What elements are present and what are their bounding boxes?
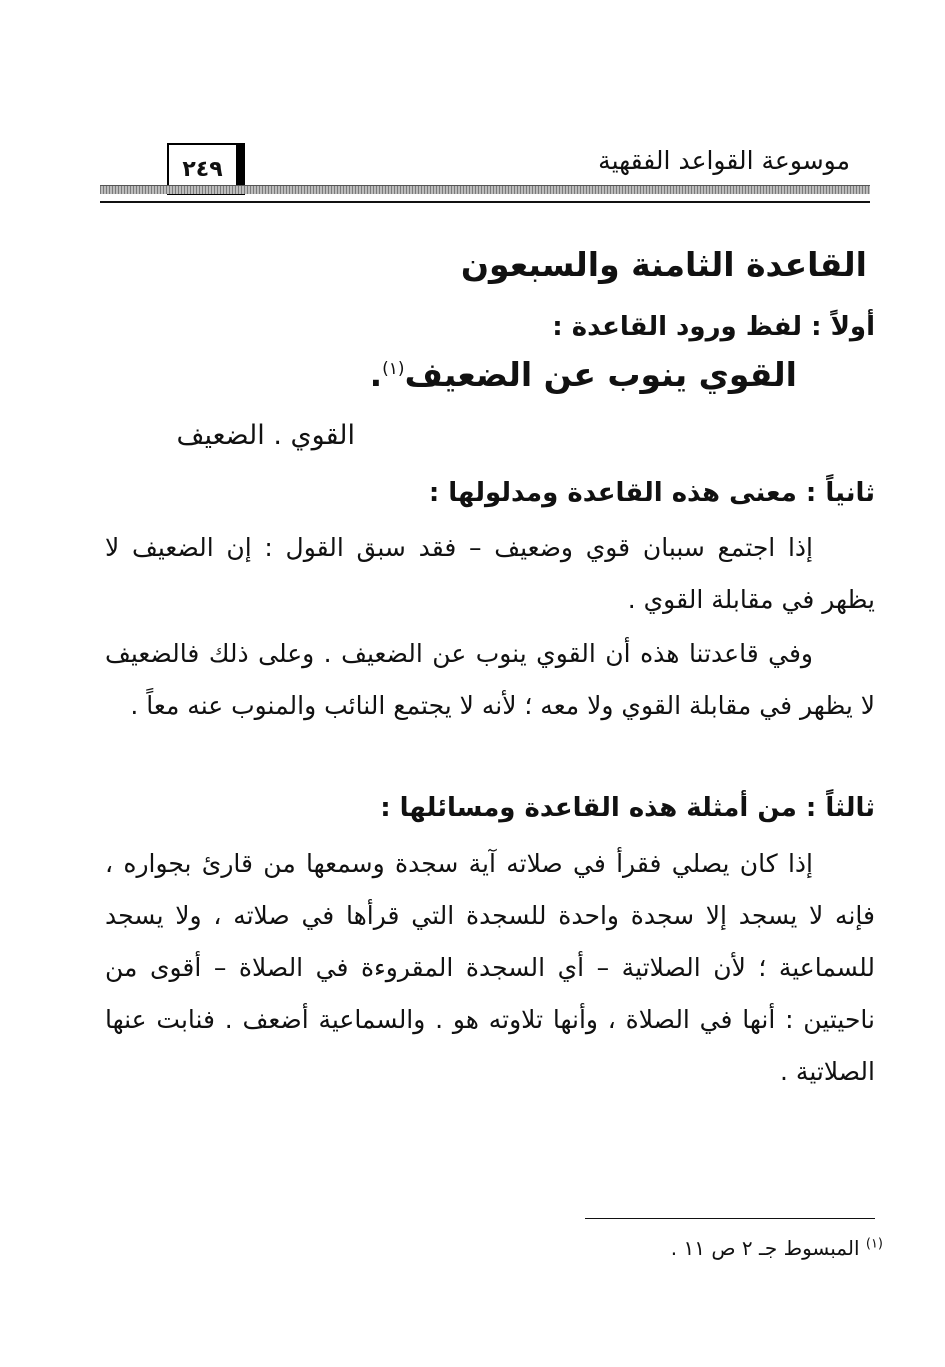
rule-text-end: . (369, 355, 383, 394)
rule-text-body: القوي ينوب عن الضعيف (404, 355, 797, 394)
paragraph-text: وفي قاعدتنا هذه أن القوي ينوب عن الضعيف . وعلى ذلك فالضعيف لا يظهر في مقابلة القوي ولا معه ؛ لأنه لا يجتمع النائب والمنوب عنه معاً . (105, 639, 875, 720)
paragraph-text: إذا كان يصلي فقرأ في صلاته آية سجدة وسمعها من قارئ بجواره ، فإنه لا يسجد إلا سجدة واحدة للسجدة التي قرأها في صلاته ، ولا يسجد للسماعية ؛ لأن الصلاتية – أي السجدة المقروءة في الصلاة – أقوى من ناحيتين : أنها في الصلاة ، وأنها تلاوته هو . والسماعية أضعف . فنابت عنها الصلاتية . (105, 849, 875, 1086)
footnote (671, 1236, 883, 1260)
rule-keywords: القوي . الضعيف (176, 420, 355, 451)
page-number: ٢٤٩ (167, 143, 245, 195)
section2-paragraph-2 (105, 628, 875, 732)
footnote-text: المبسوط جـ ٢ ص ١١ . (670, 1236, 860, 1260)
paragraph-text: إذا اجتمع سببان قوي وضعيف – فقد سبق القول : إن الضعيف لا يظهر في مقابلة القوي . (105, 533, 875, 614)
section2-paragraph-1 (105, 522, 875, 626)
section3-paragraph-1 (105, 838, 875, 1098)
footnote-separator (585, 1218, 875, 1219)
header-rule-band (100, 185, 870, 194)
section1-label: أولاً : لفظ ورود القاعدة : (552, 312, 875, 342)
header-rule-line (100, 201, 870, 203)
rule-footnote-marker[interactable]: (١) (382, 359, 405, 379)
footnote-marker: (١) (865, 1236, 883, 1252)
section3-label: ثالثاً : من أمثلة هذه القاعدة ومسائلها : (380, 793, 875, 823)
running-title: موسوعة القواعد الفقهية (598, 146, 850, 175)
rule-text (370, 355, 797, 394)
rule-heading: القاعدة الثامنة والسبعون (460, 245, 867, 284)
section2-label: ثانياً : معنى هذه القاعدة ومدلولها : (428, 478, 875, 508)
